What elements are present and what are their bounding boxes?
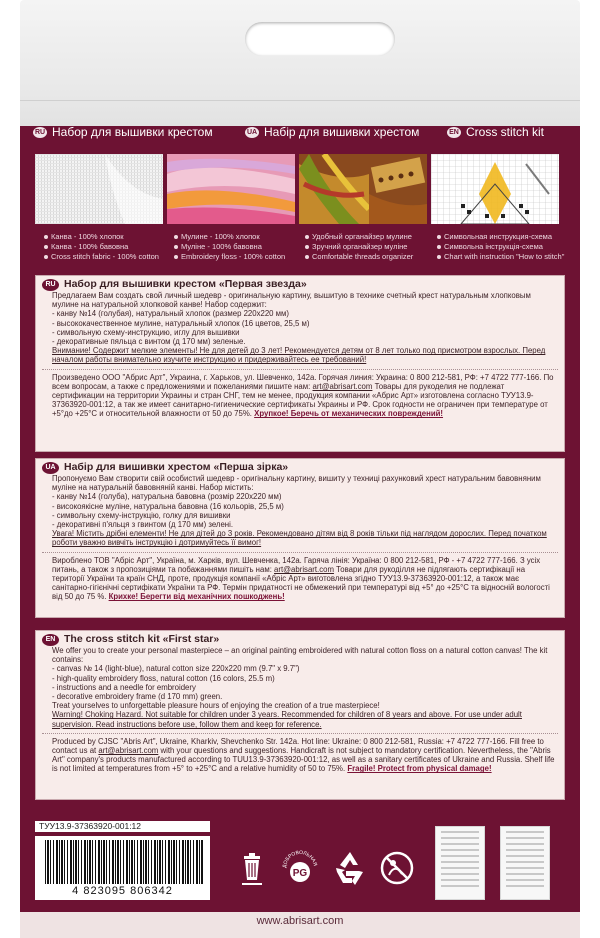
caption-text: Удобный органайзер мулине <box>312 232 412 241</box>
kit-item: - символьную схему-инструкцию, иглу для вышивки <box>52 327 240 337</box>
cert-line <box>506 843 544 845</box>
caption-line <box>44 242 159 252</box>
certificate-thumbnail <box>500 826 550 900</box>
trash-bin-icon <box>230 846 274 890</box>
title-text: Набор для вышивки крестом «Первая звезда» <box>64 277 307 290</box>
cert-line <box>506 837 544 839</box>
caption-text: Embroidery floss - 100% cotton <box>181 252 286 261</box>
bullet-icon <box>305 255 309 259</box>
threads-organizer-photo <box>299 154 427 224</box>
cert-line <box>441 843 479 845</box>
caption-line <box>174 232 285 242</box>
cert-line <box>506 849 544 851</box>
header-ru-label: Набор для вышивки крестом <box>52 125 213 139</box>
cert-line <box>441 837 479 839</box>
cert-line <box>506 885 544 887</box>
caption-text: Канва - 100% хлопок <box>51 232 124 241</box>
caption-line <box>174 242 285 252</box>
producer-text <box>42 737 558 774</box>
kit-item: - канву №14 (голубая), натуральный хлопок (размер 220х220 мм) <box>52 309 289 319</box>
kit-item: - high-quality embroidery floss, natural cotton (16 colors, 25.5 m) <box>52 673 275 683</box>
no-small-children-icon <box>375 846 419 890</box>
feature-caption-floss <box>174 232 285 262</box>
feature-caption-fabric <box>44 232 159 262</box>
voluntary-certification-icon <box>278 846 322 890</box>
section-en-title <box>42 633 558 646</box>
kit-item: - декоративні п'яльця з гвинтом (д 170 мм) зелені. <box>52 520 234 530</box>
caption-line <box>437 242 564 252</box>
caption-text: Chart with instruction "How to stitch" <box>444 252 565 261</box>
email-link[interactable]: art@abrisart.com <box>312 381 373 391</box>
kit-item: - высококачественное мулине, натуральный хлопок (16 цветов, 25,5 м) <box>52 318 310 328</box>
caption-line <box>44 232 159 242</box>
website-url[interactable]: www.abrisart.com <box>256 915 344 927</box>
cert-line <box>441 861 479 863</box>
certificate-thumbnail <box>435 826 485 900</box>
kit-item: - високоякісне муліне, натуральна бавовна (16 кольорів, 25,5 м) <box>52 501 284 511</box>
cert-line <box>441 831 479 833</box>
section-ua-title <box>42 461 558 474</box>
lang-badge-en: EN <box>42 634 59 646</box>
divider <box>42 552 558 553</box>
producer-text-a: Produced by CJSC "Abris Art", Ukraine, Kharkiv, Shevchenko Str. 142a. Hot line: Ukraine: 0 800 212-581, Russia: +7 4722 777-166. Fill free to contact us at <box>52 736 544 756</box>
lang-badge-ua: UA <box>246 128 258 136</box>
cert-line <box>506 873 544 875</box>
cert-line <box>506 867 544 869</box>
cert-line <box>506 831 544 833</box>
cert-line <box>441 855 479 857</box>
divider <box>42 369 558 370</box>
section-ru <box>35 275 565 452</box>
bullet-icon <box>174 255 178 259</box>
bullet-icon <box>174 235 178 239</box>
caption-text: Символьна інструкція-схема <box>444 242 543 251</box>
caption-line <box>305 242 413 252</box>
kit-item: - декоративные пяльца с винтом (д 170 мм) зеленые. <box>52 337 246 347</box>
cert-line <box>506 855 544 857</box>
barcode-number: 4 823095 806342 <box>72 885 173 897</box>
caption-text: Канва - 100% бавовна <box>51 242 129 251</box>
caption-line <box>44 252 159 262</box>
hang-tab <box>20 0 580 126</box>
caption-text: Мулине - 100% хлопок <box>181 232 260 241</box>
fragile-notice: Хрупкое! Беречь от механических повреждений! <box>254 409 444 419</box>
fragile-notice: Fragile! Protect from physical damage! <box>347 764 492 774</box>
kit-item: - instructions and a needle for embroidery <box>52 682 196 692</box>
treat-text: Treat yourselves to unforgettable pleasure hours of enjoying the creation of a true masterpiece! <box>52 701 380 711</box>
bullet-icon <box>305 245 309 249</box>
cert-line <box>441 885 479 887</box>
chart-instruction-photo <box>431 154 559 224</box>
floss-skeins-photo <box>167 154 295 224</box>
warning-text: Внимание! Содержит мелкие элементы! Не для детей до 3 лет! Рекомендуется детям от 8 лет только под присмотром взрослых. Перед началом работы внимательно изучите инструкцию и придерживайтесь ее требований! <box>52 346 546 365</box>
cert-line <box>506 879 544 881</box>
kit-item: - символьну схему-інструкцію, голку для вишивки <box>52 510 231 520</box>
cert-line <box>441 873 479 875</box>
warning-text: Увага! Містить дрібні елементи! Не для дітей до 3 років. Рекомендовано дітям від 8 років тільки під наглядом дорослих. Перед початком роботи уважно вивчіть інструкцію і дотримуйтесь її вимог! <box>52 529 547 548</box>
logo-text: ДОБРОВОЛЬНАЯ <box>281 849 318 869</box>
lang-badge-ua: UA <box>42 462 59 474</box>
producer-text <box>42 373 558 419</box>
producer-text-b: Товари для рукоділля не підлягають сертифікації на території України та країн СНД, проте, продукція компанії «Абріс Арт» виготовлена згідно ТУУ13.9-37363920-001:12, а також має санітарно-гігієнічні сертифікати України та РФ. Термін придатності не обмежений при температурі від +5° до +25°С та відносній вологості від 50 до 75 %. <box>52 564 550 602</box>
bullet-icon <box>44 245 48 249</box>
producer-text-a: Произведено ООО "Абрис Арт", Украина, г. Харьков, ул. Шевченко, 142а. Горячая линия: Украина: 0 800 212-581, РФ: +7 4722 777-166. По всем вопросам, а также с предложениями и пожеланиями пишите нам: <box>52 372 554 391</box>
title-text: Набір для вишивки хрестом «Перша зірка» <box>64 460 289 473</box>
barcode-bars <box>45 840 203 884</box>
cert-line <box>441 867 479 869</box>
bullet-icon <box>44 235 48 239</box>
bullet-icon <box>437 245 441 249</box>
caption-line <box>305 232 413 242</box>
bottom-panel <box>35 818 565 903</box>
caption-text: Муліне - 100% бавовна <box>181 242 262 251</box>
header-ru <box>33 121 213 143</box>
caption-text: Зручний органайзер муліне <box>312 242 408 251</box>
producer-text-a: Вироблено ТОВ "Абріс Арт", Україна, м. Харків, вул. Шевченка, 142а. Гаряча лінія: Україна: 0 800 212-581, РФ - +7 4722 777-166. З усіх питань, а також з пропозиціями та побажаннями пишіть нам: <box>52 555 541 574</box>
barcode <box>35 836 210 900</box>
producer-text <box>42 556 558 602</box>
title-text: The cross stitch kit «First star» <box>64 632 220 645</box>
section-ua <box>35 458 565 618</box>
divider <box>42 733 558 734</box>
standard-code: ТУУ13.9-37363920-001:12 <box>35 821 210 832</box>
caption-line <box>437 232 564 242</box>
feature-caption-chart <box>437 232 564 262</box>
kit-item: - decorative embroidery frame (d 170 mm) green. <box>52 692 223 702</box>
kit-item: - canvas № 14 (light-blue), natural cotton size 220x220 mm (9.7" x 9.7") <box>52 664 300 674</box>
intro-text: Пропонуємо Вам створити свій особистий шедевр - оригінальну картину, вишиту у техниці рахунковий хрест натуральним бавовняним муліне на натуральній бавовняній канві. Набор містить: <box>52 474 541 493</box>
bullet-icon <box>174 245 178 249</box>
bullet-icon <box>437 235 441 239</box>
header-en-label: Cross stitch kit <box>466 125 545 139</box>
producer-text-b: with your questions and suggestions. Handicraft is not subject to mandatory certification. Nevertheless, the "Abris Art" company's products manufactured according to TUU13.9-37363920-001:12, as well as a sanitary certificates of Ukraine and Russia. Shelf life is not limited at temperatures from +5° to +25°C and a relative humidity of 50 to 75%. <box>52 746 555 774</box>
bullet-icon <box>437 255 441 259</box>
caption-text: Символьная инструкция-схема <box>444 232 553 241</box>
lang-badge-ru: RU <box>42 279 59 291</box>
hang-hole <box>245 22 395 56</box>
caption-text: Cross stitch fabric - 100% cotton <box>51 252 159 261</box>
cert-line <box>506 861 544 863</box>
header-ua-label: Набір для вишивки хрестом <box>264 125 420 139</box>
cert-line <box>441 849 479 851</box>
intro-text: We offer you to create your personal masterpiece – an original painting embroidered with natural cotton floss on a natural cotton canvas! The kit contains: <box>52 646 548 665</box>
hang-tab-seam <box>20 100 580 101</box>
caption-text: Comfortable threads organizer <box>312 252 414 261</box>
section-en <box>35 630 565 800</box>
recycle-icon <box>328 846 372 890</box>
header-ua <box>245 121 419 143</box>
email-link[interactable]: art@abrisart.com <box>274 564 334 574</box>
cert-line <box>441 879 479 881</box>
bullet-icon <box>44 255 48 259</box>
kit-item: - канву №14 (голуба), натуральна бавовна (розмір 220х220 мм) <box>52 492 282 502</box>
section-ru-title <box>42 278 558 291</box>
producer-text-b: Товары для рукоделия не подлежат сертификации на территории Украины и стран СНГ, тем не менее, продукция компании «Абрис Арт» изготовлена согласно ТУУ13.9-37363920-001:12, а так же имеет санитарно-гигиенические сертификаты Украины и РФ. Срок годности не ограничен при температуре от +5°до +25°С и относительной влажности от 50 до 75%. <box>52 381 548 419</box>
canvas-fabric-photo <box>35 154 163 224</box>
footer-strip <box>20 912 580 938</box>
feature-caption-organizer <box>305 232 413 262</box>
email-link[interactable]: art@abrisart.com <box>98 746 159 756</box>
intro-text: Предлагаем Вам создать свой личный шедевр - оригинальную картину, вышитую в технике счетный крест натуральным хлопковым мулине на натуральной хлопковой канве! Набор содержит: <box>52 291 531 310</box>
caption-line <box>437 252 564 262</box>
logo-letters: PG <box>292 868 308 879</box>
fragile-notice: Крихке! Берегти від механічних пошкоджень! <box>108 592 285 602</box>
warning-text: Warning! Choking Hazard. Not suitable for children under 3 years. Recommended for children of 8 years and above. For use under adult supervision. Read instructions before use, follow them and keep for reference. <box>52 710 522 729</box>
lang-badge-en: EN <box>447 127 461 138</box>
caption-line <box>305 252 413 262</box>
bullet-icon <box>305 235 309 239</box>
header-en <box>447 121 544 143</box>
caption-line <box>174 252 285 262</box>
lang-badge-ru: RU <box>34 128 46 136</box>
